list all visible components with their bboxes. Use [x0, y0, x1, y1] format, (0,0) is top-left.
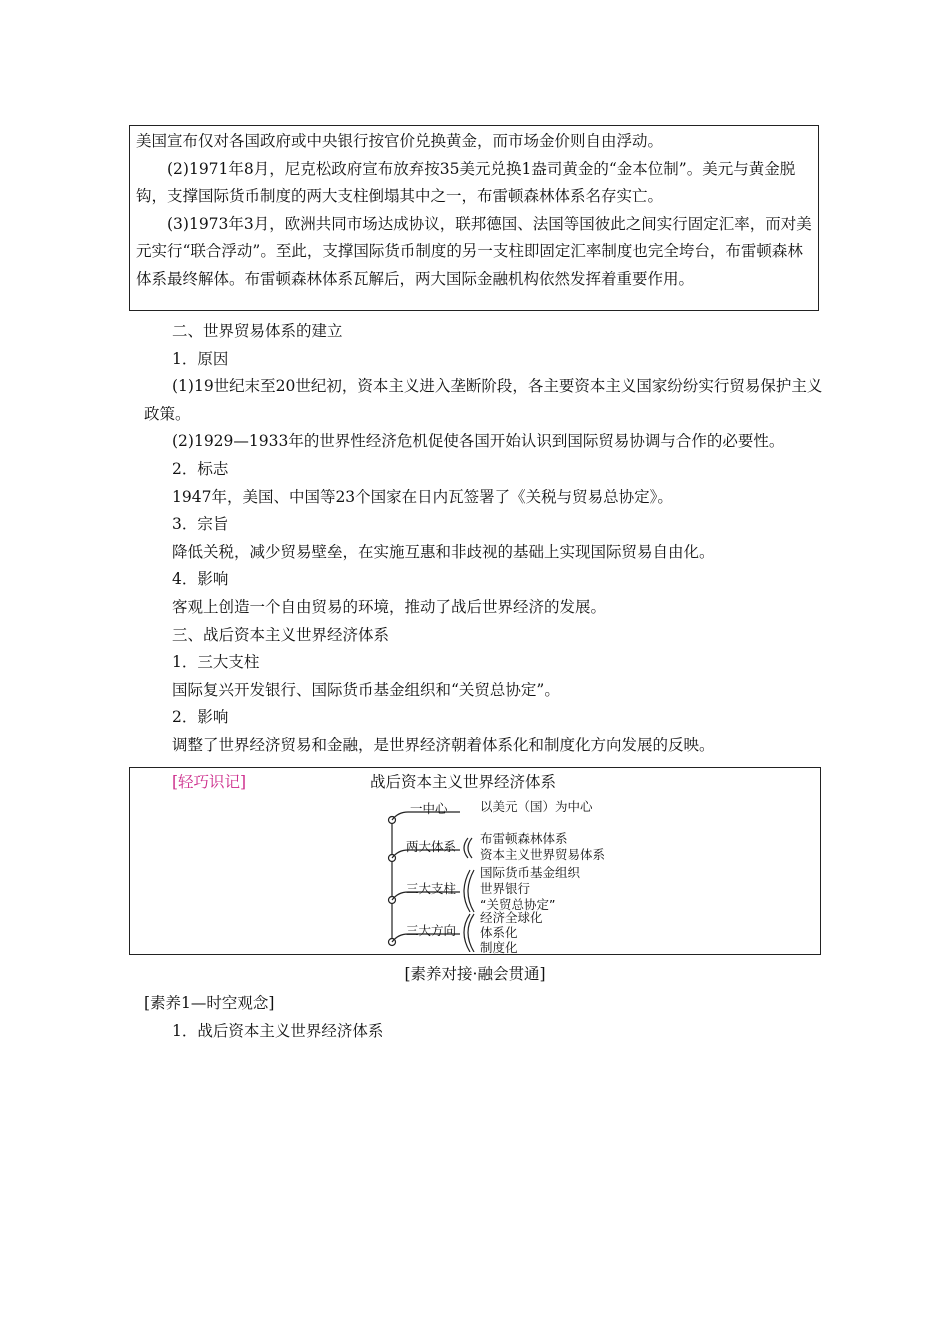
note-paragraph-1: 美国宣布仅对各国政府或中央银行按官价兑换黄金，而市场金价则自由浮动。 — [136, 132, 664, 150]
mindmap-directions-item-1: 经济全球化 — [480, 910, 543, 925]
section2-subtitle-impact: 4．影响 — [172, 570, 229, 589]
section2-impact-text: 客观上创造一个自由贸易的环境，推动了战后世界经济的发展。 — [172, 597, 607, 616]
section3-impact-text: 调整了世界经济贸易和金融，是世界经济朝着体系化和制度化方向发展的反映。 — [172, 735, 715, 754]
mindmap-node-directions: 三大方向 — [406, 923, 457, 938]
memory-aid-box — [129, 767, 821, 955]
mindmap-diagram — [380, 796, 640, 955]
section2-sign-text: 1947年，美国、中国等23个国家在日内瓦签署了《关税与贸易总协定》。 — [172, 487, 673, 506]
note-paragraph-3: (3)1973年3月，欧洲共同市场达成协议，联邦德国、法国等国彼此之间实行固定汇率，而对美元实行“联合浮动”。至此，支撑国际货币制度的另一支柱即固定汇率制度也完全垮台，布雷顿森林体系最终解体。布雷顿森林体系瓦解后，两大国际金融机构依然发挥着重要作用。 — [136, 214, 812, 288]
literacy-item: 1．战后资本主义世界经济体系 — [172, 1022, 384, 1040]
literacy-subheading: [素养1—时空观念] — [144, 994, 275, 1012]
mindmap-center-item: 以美元（国）为中心 — [480, 799, 593, 814]
section2-subtitle-sign: 2．标志 — [172, 459, 229, 478]
mindmap-pillars-item-2: 世界银行 — [480, 881, 531, 896]
literacy-banner: [素养对接·融会贯通] — [404, 965, 546, 983]
section2-cause-2: (2)1929—1933年的世界性经济危机促使各国开始认识到国际贸易协调与合作的必要性。 — [172, 432, 785, 451]
mindmap-systems-item-2: 资本主义世界贸易体系 — [480, 847, 606, 862]
mindmap-directions-item-2: 体系化 — [480, 925, 518, 940]
memory-box-title: 战后资本主义世界经济体系 — [370, 773, 557, 791]
mindmap-node-pillars: 三大支柱 — [406, 881, 457, 896]
mindmap-pillars-item-1: 国际货币基金组织 — [480, 865, 581, 880]
mindmap-pillars-item-3: “关贸总协定” — [480, 897, 556, 912]
mindmap-directions-item-3: 制度化 — [480, 940, 518, 955]
memory-tag: [轻巧识记] — [172, 773, 247, 791]
section3-pillars-text: 国际复兴开发银行、国际货币基金组织和“关贸总协定”。 — [172, 680, 560, 699]
history-note-box — [129, 125, 819, 311]
section3-heading: 三、战后资本主义世界经济体系 — [172, 625, 390, 644]
section3-subtitle-impact: 2．影响 — [172, 708, 229, 727]
section3-subtitle-pillars: 1．三大支柱 — [172, 653, 260, 672]
mindmap-systems-item-1: 布雷顿森林体系 — [480, 831, 568, 846]
section2-heading: 二、世界贸易体系的建立 — [172, 322, 343, 340]
note-paragraph-2: (2)1971年8月，尼克松政府宣布放弃按35美元兑换1盎司黄金的“金本位制”。美元与黄金脱钩，支撑国际货币制度的两大支柱倒塌其中之一，布雷顿森林体系名存实亡。 — [136, 159, 796, 205]
main-body — [144, 318, 824, 760]
section2-purpose-text: 降低关税，减少贸易壁垒，在实施互惠和非歧视的基础上实现国际贸易自由化。 — [172, 542, 715, 561]
section2-subtitle-purpose: 3．宗旨 — [172, 515, 229, 534]
mindmap-node-center: 一中心 — [410, 801, 448, 816]
section2-cause-1: (1)19世纪末至20世纪初，资本主义进入垄断阶段，各主要资本主义国家纷纷实行贸易保护主义政策。 — [144, 377, 823, 423]
section2-subtitle-cause: 1．原因 — [172, 349, 229, 368]
mindmap-node-systems: 两大体系 — [406, 839, 457, 854]
